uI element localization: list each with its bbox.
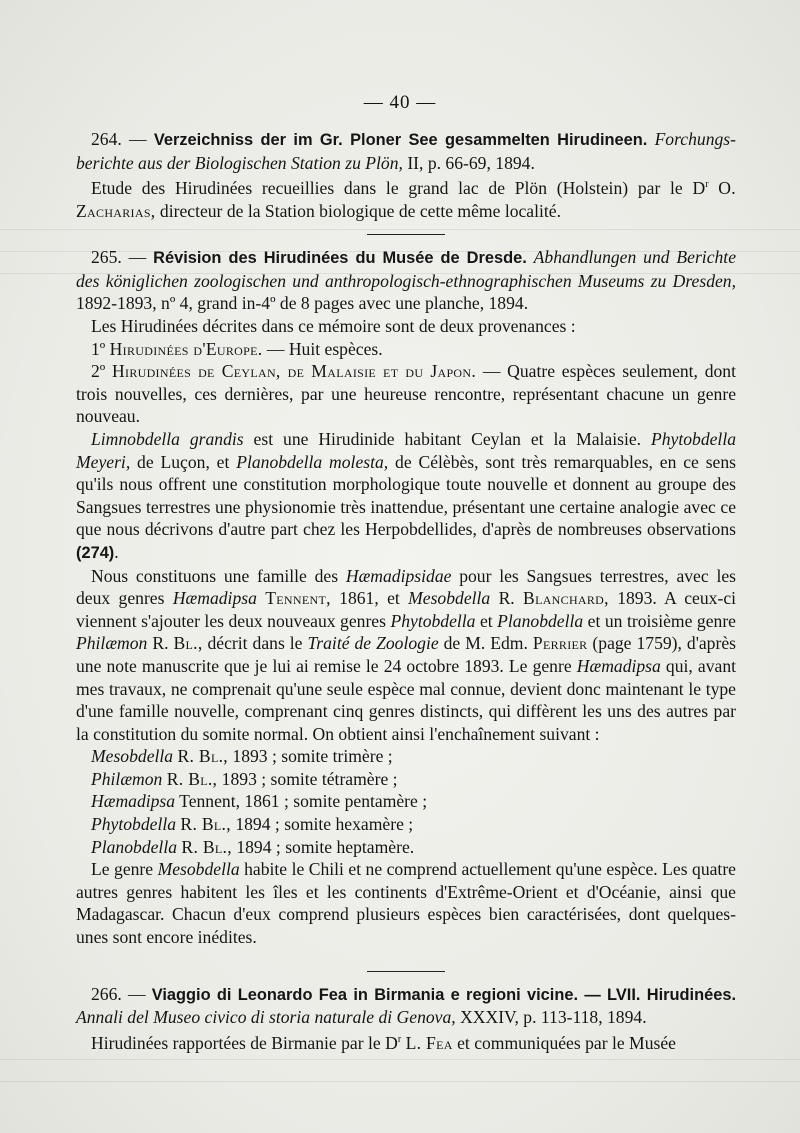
entry-266: 266. — Viaggio di Leonardo Fea in Birmania e regioni vicine. — LVII. Hirudinées. Annali del Museo civico di storia naturale di Genova, XXXIV, p. 113-118, 1894. [76,983,736,1028]
paragraph-distribution: Le genre Mesobdella habite le Chili et ne comprend actuellement qu'une espèce. Les quatre autres genres habitent les îles et les continents d'Extrême-Orient et d'Océanie, ainsi que Madagascar. Chacun d'eux comprend plusieurs espèces bien caractérisées, dont quelques-unes sont encore inédites. [76,859,736,948]
entry-title: Viaggio di Leonardo Fea in Birmania e regioni vicine. — LVII. Hirudinées. [151,985,736,1004]
entry-264: 264. — Verzeichniss der im Gr. Ploner See gesammelten Hirudineen. Forchungs-berichte aus der Biologischen Station zu Plön, II, p. 66-69, 1894. [76,129,737,173]
bleed-through-bottom [0,1050,800,1100]
list-item: Philæmon R. Bl., 1893 ; somite tétramère ; [91,768,398,789]
entry-reference-tail: XXXIV, p. 113-118, 1894. [460,1007,647,1028]
paragraph-species: Limnobdella grandis est une Hirudinide habitant Ceylan et la Malaisie. Phytobdella Meyeri, de Luçon, et Planobdella molesta, de Célèbès, sont très remarquables, en ce sens qu'ils nous offrent une constitution morphologique toute nouvelle et donnent au groupe des Sangsues terrestres une physionomie très inattendue, présentant une certaine analogie avec ce que nous décrivons d'autre part chez les Herpobdellides, d'après de nombreuses observations (274). [76,428,736,562]
separator-rule [367,234,445,235]
entry-number: 264. [91,129,122,149]
entry-265: 265. — Révision des Hirudinées du Musée de Dresde. Abhandlungen und Berichte des königlichen zoologischen und anthropologisch-ethnographischen Museums zu Dresden, 1892-1893, nº 4, grand in-4º de 8 pages avec une planche, 1894. [76,247,736,314]
entry-number: 266. [91,983,122,1004]
cross-reference: (274) [76,543,115,562]
entry-number: 265. [91,247,122,268]
list-item: Planobdella R. Bl., 1894 ; somite heptamère. [91,836,415,857]
entry-title: Verzeichniss der im Gr. Ploner See gesammelten Hirudineen. [153,131,648,149]
entry-reference: Abhandlungen und Berichte des königlichen zoologischen und anthropologisch-ethnographischen Museums zu Dresden, [76,247,736,291]
paragraph-family: Nous constituons une famille des Hæmadipsidae pour les Sangsues terrestres, avec les deux genres Hæmadipsa Tennent, 1861, et Mesobdella R. Blanchard, 1893. A ceux-ci viennent s'ajouter les deux nouveaux genres Phytobdella et Planobdella et un troisième genre Philæmon R. Bl., décrit dans le Traité de Zoologie de M. Edm. Perrier (page 1759), d'après une note manuscrite que je lui ai remise le 24 octobre 1893. Le genre Hæmadipsa qui, avant mes travaux, ne comprenait qu'une seule espèce mal connue, devient donc maintenant le type d'une famille nouvelle, comprenant cinq genres distincts, qui diffèrent les uns des autres par la constitution du somite normal. On obtient ainsi l'enchaînement suivant : [76,565,737,744]
entry-reference-tail: 1892-1893, nº 4, grand in-4º de 8 pages avec une planche, 1894. [76,293,529,314]
entry-reference-tail: II, p. 66-69, 1894. [407,152,535,173]
entry-title: Révision des Hirudinées du Musée de Dresde. [153,249,527,268]
list-item: Phytobdella R. Bl., 1894 ; somite hexamère ; [91,814,414,835]
separator-rule [367,971,445,972]
genera-list [76,745,736,858]
page-body [76,128,736,1054]
entry-reference: Annali del Museo civico di storia naturale di Genova, [76,1007,456,1028]
page-number: — 40 — [363,92,437,113]
provenance-2: 2º Hirudinées de Ceylan, de Malaisie et du Japon. — Quatre espèces seulement, dont trois nouvelles, ces dernières, par une heureuse rencontre, représentant chacune un genre nouveau. [76,361,736,427]
list-item: Hæmadipsa Tennent, 1861 ; somite pentamère ; [91,791,428,812]
entry-reference: Forchungs-berichte aus der Biologischen Station zu Plön, [76,129,737,173]
provenance-1: 1º Hirudinées d'Europe. — Huit espèces. [91,338,383,359]
entry-265-intro: Les Hirudinées décrites dans ce mémoire sont de deux provenances : [91,316,576,337]
entry-264-summary: Etude des Hirudinées recueillies dans le grand lac de Plön (Holstein) par le $D^r$ O. Zacharias, directeur de la Station biologique de cette même localité. [76,178,736,221]
list-item: Mesobdella R. Bl., 1893 ; somite trimère ; [91,746,393,767]
entry-266-summary: Hirudinées rapportées de Birmanie par le $D^r$ L. Fea et communiquées par le Musée [91,1032,676,1053]
